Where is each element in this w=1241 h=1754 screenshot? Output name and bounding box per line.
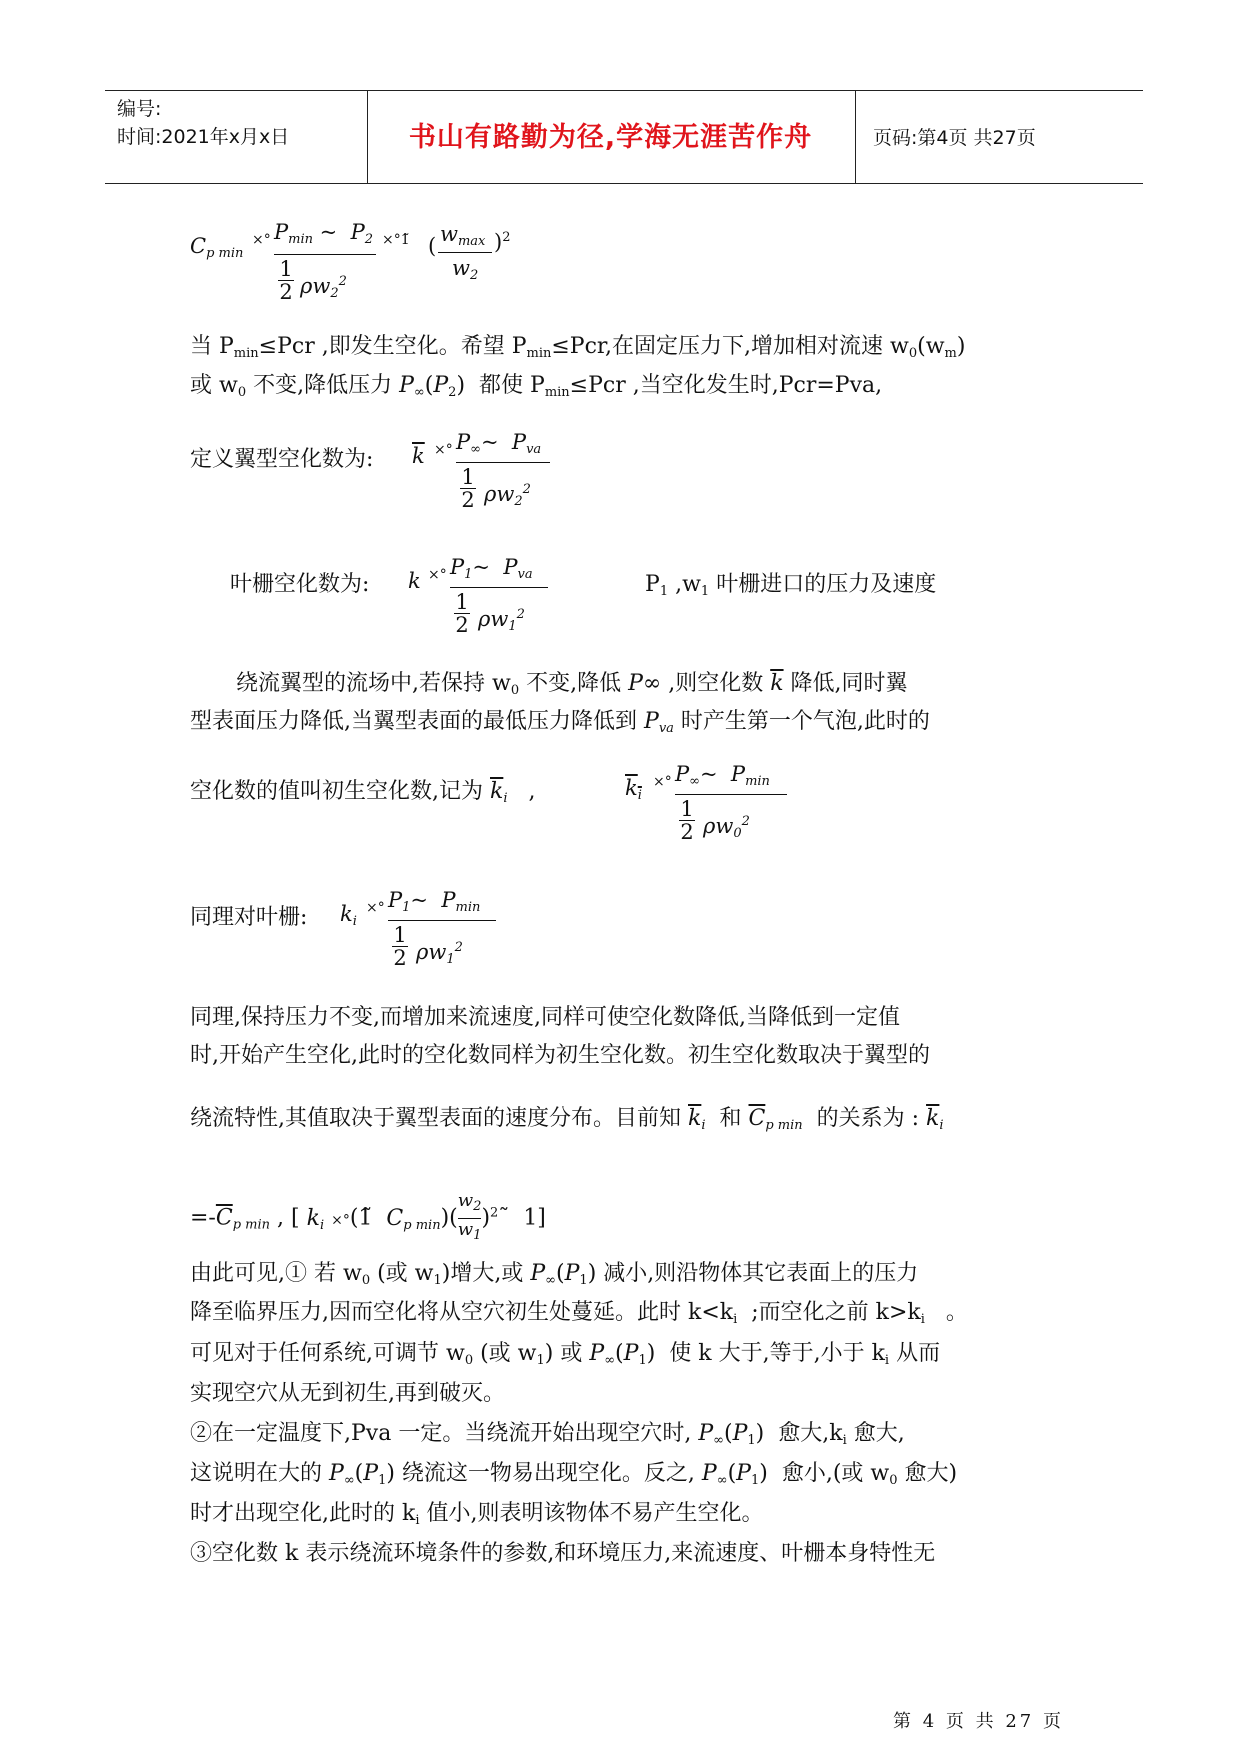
page-header xyxy=(105,90,1143,184)
header-divider xyxy=(855,91,856,183)
para1-line1: 当 $P_{min}\le Pcr$ ,即发生空化。希望 $P_{min}\le Pcr$,在固定压力下,增加相对流速 $w_0(w_m)$ xyxy=(190,334,966,361)
para2-line1: 绕流翼型的流场中,若保持 $w_0$ 不变,降低 P∞ ,则空化数 $\overline{k}$ 降低,同时翼 xyxy=(236,671,908,698)
para4-line3: 可见对于任何系统,可调节 $w_0$ (或 $w_1$) 或 $P_\infty(P_1)$ 使 k 大于,等于,小于 $k_i$ 从而 xyxy=(190,1341,941,1368)
para4-line1: 由此可见,① 若 $w_0$ (或 $w_1$)增大,或 $P_\infty(P_1)$ 减小,则沿物体其它表面上的压力 xyxy=(190,1261,919,1288)
para4-line4: 实现空穴从无到初生,再到破灭。 xyxy=(190,1381,505,1406)
para3-line1: 同理,保持压力不变,而增加来流速度,同样可使空化数降低,当降低到一定值 xyxy=(190,1005,900,1030)
header-page-label: 页码:第4页 共27页 xyxy=(873,127,1036,149)
para4-line7: 时才出现空化,此时的 $k_i$ 值小,则表明该物体不易产生空化。 xyxy=(190,1501,764,1528)
page-footer: 第 4 页 共 27 页 xyxy=(893,1711,1064,1732)
time-label: 时间:2021年x月x日 xyxy=(117,126,290,148)
para4-line2: 降至临界压力,因而空化将从空穴初生处蔓延。此时 $k<k_i$ ;而空化之前 $k>k_i$ 。 xyxy=(190,1300,968,1327)
cascade-same-label: 同理对叶栅: xyxy=(190,905,308,930)
para4-line8: ③空化数 k 表示绕流环境条件的参数,和环境压力,来流速度、叶栅本身特性无 xyxy=(190,1541,936,1566)
def-cascade-label: 叶栅空化数为: xyxy=(230,572,370,597)
def-airfoil-label: 定义翼型空化数为: xyxy=(190,447,374,472)
para3-line3: 绕流特性,其值取决于翼型表面的速度分布。目前知 $\overline{k}_i$ 和 $\overline{C}_{p min}$ 的关系为 : $\overline{k}_i$ xyxy=(190,1106,944,1133)
para2-line3: 空化数的值叫初生空化数,记为 $\overline{k}_i$ , xyxy=(190,779,536,806)
def-cascade-note: $P_1$ $,w_1$ 叶栅进口的压力及速度 xyxy=(645,572,937,599)
para1-line2: 或 $w_0$ 不变,降低压力 $P_\infty(P_2)$ 都使 $P_{min}\le Pcr$ ,当空化发生时,Pcr=Pva, xyxy=(190,373,883,400)
para2-line2: 型表面压力降低,当翼型表面的最低压力降低到 $P_{va}$ 时产生第一个气泡,此时的 xyxy=(190,709,930,736)
para3-line2: 时,开始产生空化,此时的空化数同样为初生空化数。初生空化数取决于翼型的 xyxy=(190,1043,930,1068)
number-label: 编号: xyxy=(117,98,162,120)
para3-line4: $=-\overline{C}_{p min}$ , [ $k_i$ ×°(1̃ $C_{p min}$)( $\frac{w_2}{w_1}$ )$^2$˜ 1] xyxy=(190,1190,546,1247)
para4-line5: ②在一定温度下,Pva 一定。当绕流开始出现空穴时, $P_\infty(P_1)$ 愈大$,k_i$ 愈大, xyxy=(190,1421,905,1448)
header-motto: 书山有路勤为径,学海无涯苦作舟 xyxy=(408,122,813,153)
para4-line6: 这说明在大的 $P_\infty(P_1)$ 绕流这一物易出现空化。反之, $P_\infty(P_1)$ 愈小,(或 $w_0$ 愈大) xyxy=(190,1461,958,1488)
header-meta xyxy=(117,95,289,151)
